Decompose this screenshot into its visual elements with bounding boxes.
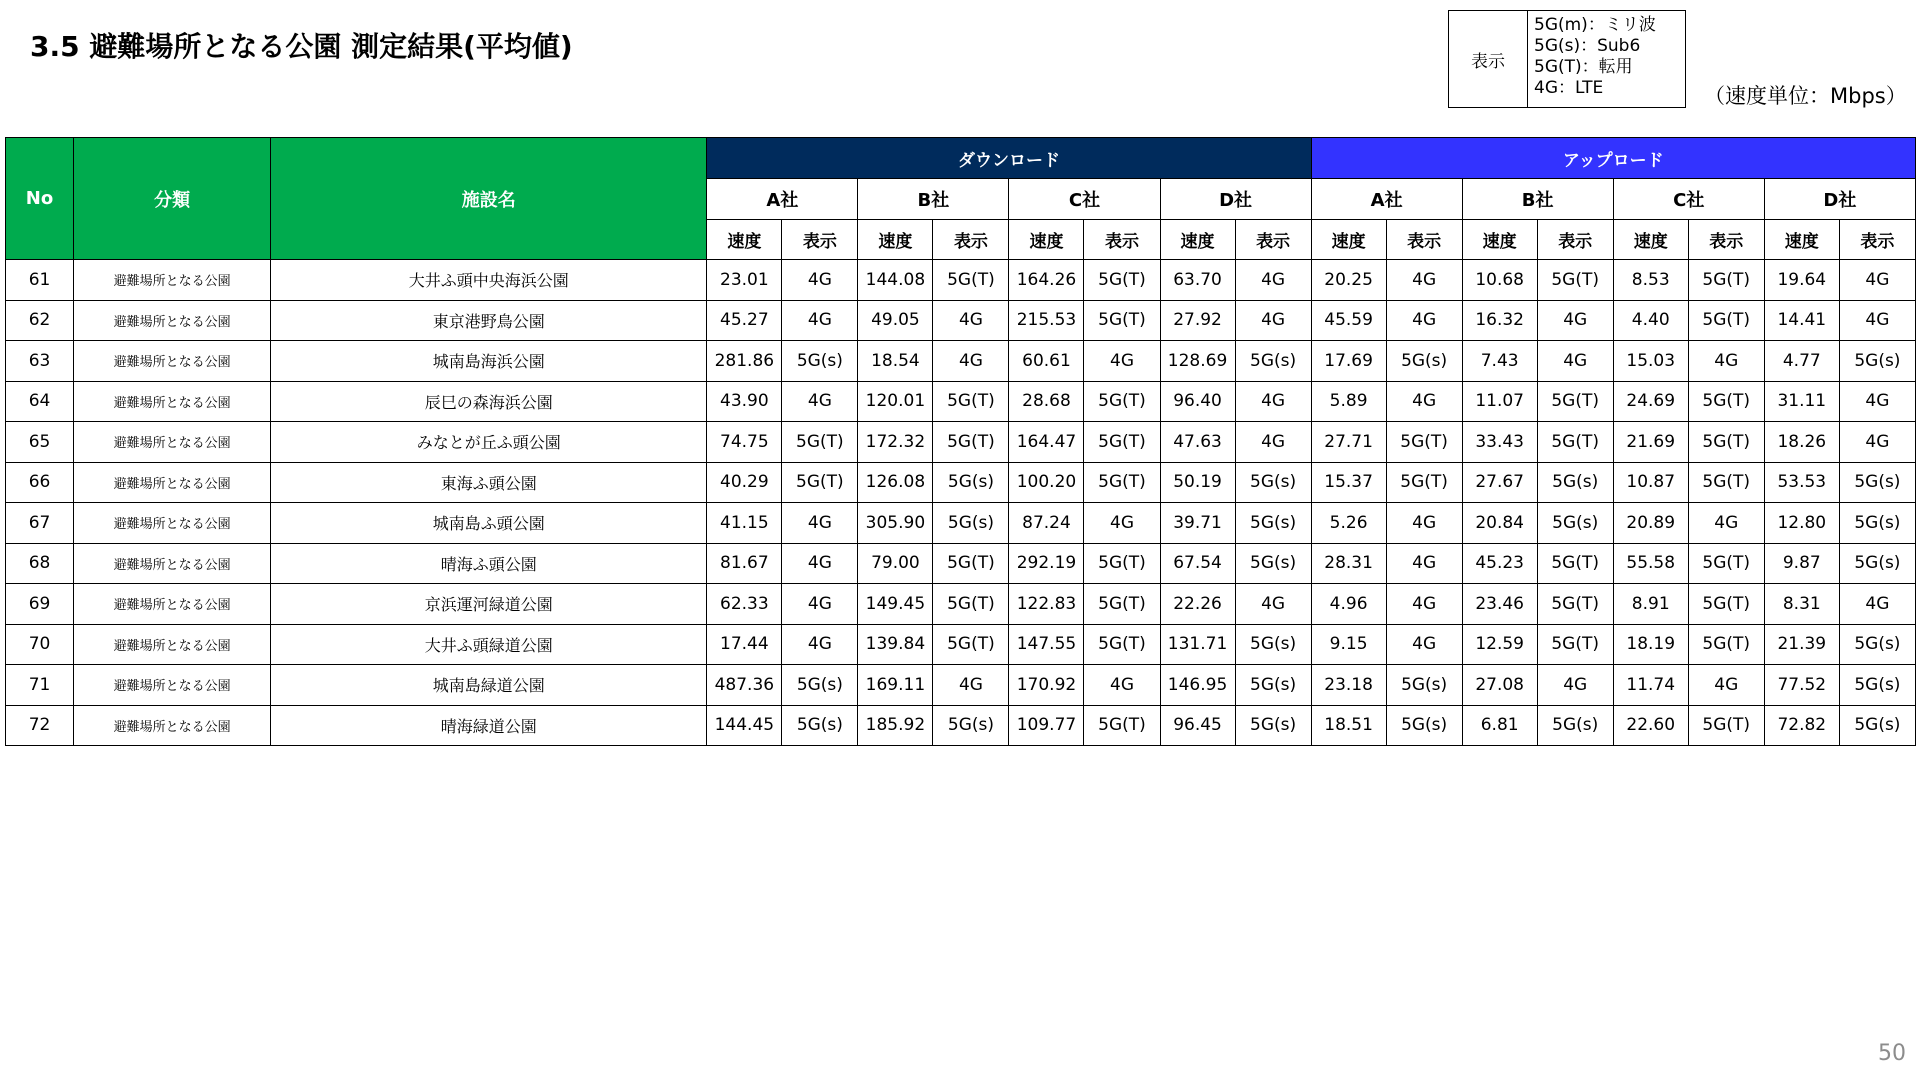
display-cell: 4G <box>1386 543 1462 584</box>
speed-cell: 12.80 <box>1764 503 1839 544</box>
row-no: 61 <box>6 260 74 301</box>
display-cell: 5G(s) <box>782 705 858 746</box>
display-cell: 5G(T) <box>1688 543 1764 584</box>
row-facility: 東京港野鳥公園 <box>271 300 707 341</box>
display-cell: 5G(T) <box>1084 584 1160 625</box>
display-cell: 5G(T) <box>1084 300 1160 341</box>
display-cell: 5G(s) <box>1235 624 1311 665</box>
display-cell: 5G(T) <box>1537 422 1613 463</box>
display-cell: 5G(T) <box>1084 705 1160 746</box>
row-facility: 晴海ふ頭公園 <box>271 543 707 584</box>
display-cell: 5G(s) <box>1839 705 1915 746</box>
speed-cell: 9.87 <box>1764 543 1839 584</box>
speed-cell: 74.75 <box>707 422 782 463</box>
display-cell: 4G <box>1386 381 1462 422</box>
speed-cell: 5.89 <box>1311 381 1386 422</box>
header-speed: 速度 <box>1462 220 1537 260</box>
legend-line: 5G(m)：ミリ波 <box>1534 15 1656 35</box>
display-cell: 5G(T) <box>933 260 1009 301</box>
table-row <box>6 665 1916 706</box>
display-cell: 5G(T) <box>933 624 1009 665</box>
display-cell: 5G(s) <box>933 503 1009 544</box>
row-category: 避難場所となる公園 <box>74 381 271 422</box>
display-cell: 5G(s) <box>1235 665 1311 706</box>
speed-cell: 41.15 <box>707 503 782 544</box>
speed-cell: 18.26 <box>1764 422 1839 463</box>
speed-cell: 40.29 <box>707 462 782 503</box>
header-display: 表示 <box>782 220 858 260</box>
header-display: 表示 <box>1839 220 1915 260</box>
display-cell: 5G(T) <box>1688 584 1764 625</box>
legend-label: 表示 <box>1449 11 1528 107</box>
speed-cell: 49.05 <box>858 300 933 341</box>
display-cell: 4G <box>782 624 858 665</box>
speed-cell: 96.40 <box>1160 381 1235 422</box>
speed-cell: 22.26 <box>1160 584 1235 625</box>
display-cell: 5G(s) <box>1386 665 1462 706</box>
display-cell: 5G(s) <box>1537 462 1613 503</box>
speed-cell: 18.19 <box>1613 624 1688 665</box>
display-cell: 4G <box>1839 381 1915 422</box>
header-ul-company-d: D社 <box>1764 179 1915 220</box>
speed-cell: 27.71 <box>1311 422 1386 463</box>
display-cell: 4G <box>1688 665 1764 706</box>
display-cell: 5G(s) <box>933 705 1009 746</box>
header-speed: 速度 <box>1160 220 1235 260</box>
row-no: 63 <box>6 341 74 382</box>
row-facility: 東海ふ頭公園 <box>271 462 707 503</box>
display-cell: 5G(s) <box>1839 462 1915 503</box>
display-cell: 5G(s) <box>1537 705 1613 746</box>
header-speed: 速度 <box>1311 220 1386 260</box>
speed-cell: 18.54 <box>858 341 933 382</box>
speed-cell: 55.58 <box>1613 543 1688 584</box>
display-cell: 5G(T) <box>1688 624 1764 665</box>
speed-cell: 50.19 <box>1160 462 1235 503</box>
header-speed: 速度 <box>858 220 933 260</box>
display-cell: 4G <box>782 543 858 584</box>
header-display: 表示 <box>1688 220 1764 260</box>
header-speed: 速度 <box>1613 220 1688 260</box>
row-category: 避難場所となる公園 <box>74 300 271 341</box>
page-title: 3.5 避難場所となる公園 測定結果(平均値) <box>30 30 573 63</box>
speed-cell: 24.69 <box>1613 381 1688 422</box>
display-cell: 4G <box>782 300 858 341</box>
display-cell: 4G <box>1235 260 1311 301</box>
header-ul-company-b: B社 <box>1462 179 1613 220</box>
speed-cell: 12.59 <box>1462 624 1537 665</box>
display-cell: 5G(T) <box>1537 260 1613 301</box>
display-cell: 5G(T) <box>1084 422 1160 463</box>
speed-cell: 20.89 <box>1613 503 1688 544</box>
header-display: 表示 <box>933 220 1009 260</box>
display-cell: 4G <box>1386 624 1462 665</box>
display-cell: 5G(s) <box>1386 705 1462 746</box>
table-row <box>6 705 1916 746</box>
speed-cell: 53.53 <box>1764 462 1839 503</box>
display-cell: 4G <box>782 381 858 422</box>
header-dl-company-c: C社 <box>1009 179 1160 220</box>
row-facility: 城南島海浜公園 <box>271 341 707 382</box>
display-cell: 4G <box>933 300 1009 341</box>
header-download: ダウンロード <box>707 138 1311 179</box>
display-cell: 5G(s) <box>1839 624 1915 665</box>
display-cell: 5G(T) <box>1537 584 1613 625</box>
row-no: 69 <box>6 584 74 625</box>
speed-cell: 139.84 <box>858 624 933 665</box>
speed-cell: 281.86 <box>707 341 782 382</box>
speed-unit-note: （速度単位：Mbps） <box>1704 84 1907 108</box>
row-no: 65 <box>6 422 74 463</box>
speed-cell: 170.92 <box>1009 665 1084 706</box>
speed-cell: 164.26 <box>1009 260 1084 301</box>
speed-cell: 487.36 <box>707 665 782 706</box>
display-cell: 5G(T) <box>1084 462 1160 503</box>
speed-cell: 28.31 <box>1311 543 1386 584</box>
display-cell: 5G(T) <box>1084 543 1160 584</box>
display-cell: 4G <box>1839 300 1915 341</box>
display-cell: 5G(T) <box>933 381 1009 422</box>
display-cell: 4G <box>1839 584 1915 625</box>
table-row <box>6 543 1916 584</box>
speed-cell: 16.32 <box>1462 300 1537 341</box>
display-cell: 5G(T) <box>1688 462 1764 503</box>
row-category: 避難場所となる公園 <box>74 503 271 544</box>
row-category: 避難場所となる公園 <box>74 584 271 625</box>
display-legend <box>1448 10 1686 108</box>
display-cell: 5G(s) <box>1537 503 1613 544</box>
speed-cell: 144.45 <box>707 705 782 746</box>
row-no: 64 <box>6 381 74 422</box>
header-display: 表示 <box>1084 220 1160 260</box>
page-number: 50 <box>1878 1041 1906 1066</box>
speed-cell: 23.18 <box>1311 665 1386 706</box>
speed-cell: 305.90 <box>858 503 933 544</box>
speed-cell: 9.15 <box>1311 624 1386 665</box>
speed-cell: 215.53 <box>1009 300 1084 341</box>
table-row <box>6 462 1916 503</box>
speed-cell: 72.82 <box>1764 705 1839 746</box>
legend-line: 5G(T)：転用 <box>1534 57 1633 77</box>
speed-cell: 7.43 <box>1462 341 1537 382</box>
row-no: 62 <box>6 300 74 341</box>
header-dl-company-a: A社 <box>707 179 858 220</box>
display-cell: 5G(T) <box>933 543 1009 584</box>
display-cell: 5G(T) <box>1688 422 1764 463</box>
row-category: 避難場所となる公園 <box>74 543 271 584</box>
display-cell: 4G <box>782 503 858 544</box>
table-row <box>6 341 1916 382</box>
display-cell: 5G(s) <box>782 665 858 706</box>
speed-cell: 23.01 <box>707 260 782 301</box>
display-cell: 5G(s) <box>1839 341 1915 382</box>
display-cell: 5G(s) <box>1839 665 1915 706</box>
row-category: 避難場所となる公園 <box>74 422 271 463</box>
speed-cell: 21.69 <box>1613 422 1688 463</box>
display-cell: 5G(T) <box>1688 300 1764 341</box>
legend-line: 5G(s)：Sub6 <box>1534 36 1641 56</box>
speed-cell: 147.55 <box>1009 624 1084 665</box>
speed-cell: 27.92 <box>1160 300 1235 341</box>
speed-cell: 100.20 <box>1009 462 1084 503</box>
display-cell: 4G <box>933 665 1009 706</box>
display-cell: 5G(T) <box>1537 543 1613 584</box>
speed-cell: 6.81 <box>1462 705 1537 746</box>
display-cell: 5G(T) <box>1688 705 1764 746</box>
speed-cell: 8.53 <box>1613 260 1688 301</box>
speed-cell: 23.46 <box>1462 584 1537 625</box>
display-cell: 5G(T) <box>782 462 858 503</box>
display-cell: 4G <box>1688 503 1764 544</box>
speed-cell: 19.64 <box>1764 260 1839 301</box>
speed-cell: 11.07 <box>1462 381 1537 422</box>
speed-cell: 87.24 <box>1009 503 1084 544</box>
speed-cell: 20.25 <box>1311 260 1386 301</box>
display-cell: 5G(s) <box>933 462 1009 503</box>
speed-cell: 128.69 <box>1160 341 1235 382</box>
display-cell: 4G <box>1386 260 1462 301</box>
display-cell: 5G(s) <box>1235 543 1311 584</box>
display-cell: 4G <box>1839 260 1915 301</box>
table-row <box>6 503 1916 544</box>
speed-cell: 17.44 <box>707 624 782 665</box>
row-no: 67 <box>6 503 74 544</box>
speed-cell: 27.08 <box>1462 665 1537 706</box>
row-category: 避難場所となる公園 <box>74 462 271 503</box>
speed-cell: 292.19 <box>1009 543 1084 584</box>
table-row <box>6 260 1916 301</box>
header-display: 表示 <box>1537 220 1613 260</box>
speed-cell: 79.00 <box>858 543 933 584</box>
display-cell: 4G <box>782 584 858 625</box>
display-cell: 4G <box>1688 341 1764 382</box>
speed-cell: 18.51 <box>1311 705 1386 746</box>
display-cell: 5G(T) <box>933 584 1009 625</box>
display-cell: 5G(s) <box>1235 705 1311 746</box>
display-cell: 4G <box>1235 422 1311 463</box>
row-facility: 城南島ふ頭公園 <box>271 503 707 544</box>
speed-cell: 22.60 <box>1613 705 1688 746</box>
header-speed: 速度 <box>707 220 782 260</box>
display-cell: 5G(T) <box>782 422 858 463</box>
display-cell: 4G <box>1386 584 1462 625</box>
display-cell: 4G <box>1537 300 1613 341</box>
display-cell: 5G(T) <box>1386 422 1462 463</box>
display-cell: 4G <box>1084 341 1160 382</box>
display-cell: 5G(T) <box>1386 462 1462 503</box>
speed-cell: 131.71 <box>1160 624 1235 665</box>
speed-cell: 120.01 <box>858 381 933 422</box>
row-category: 避難場所となる公園 <box>74 260 271 301</box>
row-facility: みなとが丘ふ頭公園 <box>271 422 707 463</box>
display-cell: 4G <box>1386 503 1462 544</box>
speed-cell: 169.11 <box>858 665 933 706</box>
legend-values <box>1528 11 1656 107</box>
row-facility: 大井ふ頭中央海浜公園 <box>271 260 707 301</box>
speed-cell: 14.41 <box>1764 300 1839 341</box>
header-ul-company-c: C社 <box>1613 179 1764 220</box>
speed-cell: 122.83 <box>1009 584 1084 625</box>
row-no: 66 <box>6 462 74 503</box>
display-cell: 5G(s) <box>1839 503 1915 544</box>
table-row <box>6 300 1916 341</box>
row-facility: 辰巳の森海浜公園 <box>271 381 707 422</box>
speed-cell: 15.03 <box>1613 341 1688 382</box>
row-no: 68 <box>6 543 74 584</box>
display-cell: 4G <box>782 260 858 301</box>
display-cell: 5G(T) <box>1084 624 1160 665</box>
header-upload: アップロード <box>1311 138 1915 179</box>
speed-cell: 28.68 <box>1009 381 1084 422</box>
speed-cell: 20.84 <box>1462 503 1537 544</box>
speed-cell: 185.92 <box>858 705 933 746</box>
speed-cell: 149.45 <box>858 584 933 625</box>
display-cell: 5G(T) <box>1537 624 1613 665</box>
row-category: 避難場所となる公園 <box>74 624 271 665</box>
speed-cell: 4.96 <box>1311 584 1386 625</box>
display-cell: 5G(T) <box>1688 260 1764 301</box>
row-category: 避難場所となる公園 <box>74 665 271 706</box>
row-no: 70 <box>6 624 74 665</box>
display-cell: 5G(T) <box>1084 260 1160 301</box>
row-no: 72 <box>6 705 74 746</box>
speed-cell: 126.08 <box>858 462 933 503</box>
speed-cell: 27.67 <box>1462 462 1537 503</box>
row-category: 避難場所となる公園 <box>74 705 271 746</box>
header-speed: 速度 <box>1009 220 1084 260</box>
header-dl-company-b: B社 <box>858 179 1009 220</box>
speed-cell: 4.40 <box>1613 300 1688 341</box>
legend-line: 4G：LTE <box>1534 78 1604 98</box>
display-cell: 4G <box>1235 584 1311 625</box>
speed-cell: 8.31 <box>1764 584 1839 625</box>
speed-cell: 39.71 <box>1160 503 1235 544</box>
speed-cell: 164.47 <box>1009 422 1084 463</box>
header-no: No <box>6 138 74 260</box>
display-cell: 4G <box>1537 665 1613 706</box>
speed-cell: 4.77 <box>1764 341 1839 382</box>
display-cell: 5G(T) <box>1084 381 1160 422</box>
speed-cell: 45.23 <box>1462 543 1537 584</box>
table-row <box>6 381 1916 422</box>
speed-cell: 146.95 <box>1160 665 1235 706</box>
speed-cell: 8.91 <box>1613 584 1688 625</box>
display-cell: 5G(s) <box>1386 341 1462 382</box>
display-cell: 4G <box>1084 503 1160 544</box>
speed-cell: 45.59 <box>1311 300 1386 341</box>
display-cell: 4G <box>1839 422 1915 463</box>
row-category: 避難場所となる公園 <box>74 341 271 382</box>
speed-cell: 60.61 <box>1009 341 1084 382</box>
row-facility: 晴海緑道公園 <box>271 705 707 746</box>
row-facility: 京浜運河緑道公園 <box>271 584 707 625</box>
display-cell: 4G <box>933 341 1009 382</box>
display-cell: 5G(s) <box>782 341 858 382</box>
speed-cell: 62.33 <box>707 584 782 625</box>
display-cell: 4G <box>1084 665 1160 706</box>
speed-cell: 77.52 <box>1764 665 1839 706</box>
speed-cell: 109.77 <box>1009 705 1084 746</box>
speed-cell: 43.90 <box>707 381 782 422</box>
display-cell: 4G <box>1386 300 1462 341</box>
row-facility: 大井ふ頭緑道公園 <box>271 624 707 665</box>
display-cell: 5G(s) <box>1235 462 1311 503</box>
header-display: 表示 <box>1235 220 1311 260</box>
row-no: 71 <box>6 665 74 706</box>
results-table <box>5 137 1916 746</box>
header-facility: 施設名 <box>271 138 707 260</box>
header-dl-company-d: D社 <box>1160 179 1311 220</box>
speed-cell: 10.68 <box>1462 260 1537 301</box>
display-cell: 5G(T) <box>1688 381 1764 422</box>
speed-cell: 17.69 <box>1311 341 1386 382</box>
header-ul-company-a: A社 <box>1311 179 1462 220</box>
speed-cell: 67.54 <box>1160 543 1235 584</box>
table-row <box>6 422 1916 463</box>
speed-cell: 15.37 <box>1311 462 1386 503</box>
display-cell: 5G(T) <box>1537 381 1613 422</box>
speed-cell: 45.27 <box>707 300 782 341</box>
header-category: 分類 <box>74 138 271 260</box>
display-cell: 5G(s) <box>1235 503 1311 544</box>
display-cell: 5G(T) <box>933 422 1009 463</box>
display-cell: 5G(s) <box>1839 543 1915 584</box>
display-cell: 4G <box>1537 341 1613 382</box>
speed-cell: 47.63 <box>1160 422 1235 463</box>
speed-cell: 11.74 <box>1613 665 1688 706</box>
speed-cell: 144.08 <box>858 260 933 301</box>
speed-cell: 31.11 <box>1764 381 1839 422</box>
speed-cell: 81.67 <box>707 543 782 584</box>
header-display: 表示 <box>1386 220 1462 260</box>
table-row <box>6 584 1916 625</box>
speed-cell: 10.87 <box>1613 462 1688 503</box>
display-cell: 4G <box>1235 381 1311 422</box>
table-row <box>6 624 1916 665</box>
display-cell: 5G(s) <box>1235 341 1311 382</box>
speed-cell: 63.70 <box>1160 260 1235 301</box>
speed-cell: 5.26 <box>1311 503 1386 544</box>
speed-cell: 21.39 <box>1764 624 1839 665</box>
header-speed: 速度 <box>1764 220 1839 260</box>
speed-cell: 33.43 <box>1462 422 1537 463</box>
speed-cell: 96.45 <box>1160 705 1235 746</box>
row-facility: 城南島緑道公園 <box>271 665 707 706</box>
display-cell: 4G <box>1235 300 1311 341</box>
speed-cell: 172.32 <box>858 422 933 463</box>
